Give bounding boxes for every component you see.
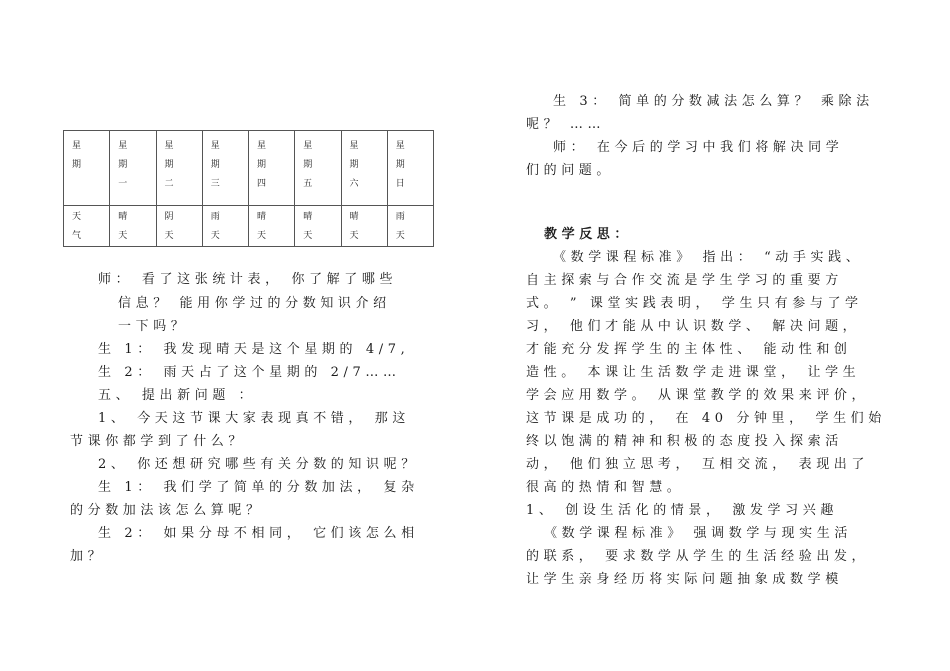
weather-cell: 雨 天 [202, 206, 248, 247]
paragraph-line: 让学生亲身经历将实际问题抽象成数学模 [526, 572, 843, 587]
weekday-cell: 星 期 三 [202, 131, 248, 206]
section-heading: 五、 提出新问题 ： [98, 388, 257, 403]
weather-cell: 晴 天 [295, 206, 341, 247]
dialogue-line: 加？ [70, 549, 106, 564]
paragraph-line: 《数学课程标准》 指出： “动手实践、 [553, 250, 864, 265]
paragraph-line: 造性。 本课让生活数学走进课堂， 让学生 [526, 365, 861, 380]
question-line: 节课你都学到了什么？ [70, 434, 247, 449]
weather-cell: 雨 天 [387, 206, 433, 247]
weekday-cell: 星 期 一 [110, 131, 156, 206]
subheading-line: 1、 创设生活化的情景， 激发学习兴趣 [526, 503, 838, 518]
weather-cell: 天 气 [64, 206, 110, 247]
paragraph-line: 的联系， 要求数学从学生的生活经验出发， [526, 549, 870, 564]
weather-row [64, 206, 434, 247]
paragraph-line: 终以饱满的精神和积极的态度投入探索活 [526, 434, 843, 449]
weekday-cell: 星 期 日 [387, 131, 433, 206]
dialogue-line: 呢？ …… [526, 117, 606, 132]
weekday-row [64, 131, 434, 206]
dialogue-line: 生 2： 雨天占了这个星期的 2/7…… [98, 365, 401, 380]
dialogue-line: 生 2： 如果分母不相同， 它们该怎么相 [98, 526, 419, 541]
weekday-cell: 星 期 [64, 131, 110, 206]
dialogue-line: 师： 在今后的学习中我们将解决同学 [553, 140, 844, 155]
dialogue-line: 师： 看了这张统计表， 你了解了哪些 [98, 272, 398, 287]
dialogue-line: 生 1： 我发现晴天是这个星期的 4/7, [98, 342, 410, 357]
reflection-heading: 教学反思： [544, 227, 633, 242]
paragraph-line: 《数学课程标准》 强调数学与现实生活 [544, 526, 852, 541]
question-line: 2、 你还想研究哪些有关分数的知识呢？ [98, 457, 419, 472]
paragraph-line: 自主探索与合作交流是学生学习的重要方 [526, 273, 843, 288]
weather-cell: 晴 天 [110, 206, 156, 247]
weekday-cell: 星 期 五 [295, 131, 341, 206]
paragraph-line: 动， 他们独立思考， 互相交流， 表现出了 [526, 457, 869, 472]
dialogue-line: 一下吗？ [118, 319, 189, 334]
paragraph-line: 很高的热情和智慧。 [526, 480, 685, 495]
weather-cell: 晴 天 [341, 206, 387, 247]
dialogue-line: 生 3： 简单的分数减法怎么算？ 乘除法 [553, 94, 874, 109]
dialogue-line: 信息？ 能用你学过的分数知识介绍 [118, 296, 391, 311]
weekday-cell: 星 期 六 [341, 131, 387, 206]
paragraph-line: 这节课是成功的， 在 40 分钟里， 学生们始 [526, 411, 886, 426]
paragraph-line: 式。 ” 课堂实践表明， 学生只有参与了学 [526, 296, 863, 311]
weather-cell: 阴 天 [156, 206, 202, 247]
weather-table [63, 130, 434, 247]
weather-cell: 晴 天 [249, 206, 295, 247]
paragraph-line: 才能充分发挥学生的主体性、 能动性和创 [526, 342, 852, 357]
dialogue-line: 的分数加法该怎么算呢？ [70, 503, 264, 518]
dialogue-line: 们的问题。 [526, 163, 615, 178]
paragraph-line: 学会应用数学。 从课堂教学的效果来评价， [526, 388, 870, 403]
question-line: 1、 今天这节课大家表现真不错， 那这 [98, 411, 410, 426]
dialogue-line: 生 1： 我们学了简单的分数加法， 复杂 [98, 480, 419, 495]
weekday-cell: 星 期 四 [249, 131, 295, 206]
weekday-cell: 星 期 二 [156, 131, 202, 206]
paragraph-line: 习， 他们才能从中认识数学、 解决问题， [526, 319, 861, 334]
